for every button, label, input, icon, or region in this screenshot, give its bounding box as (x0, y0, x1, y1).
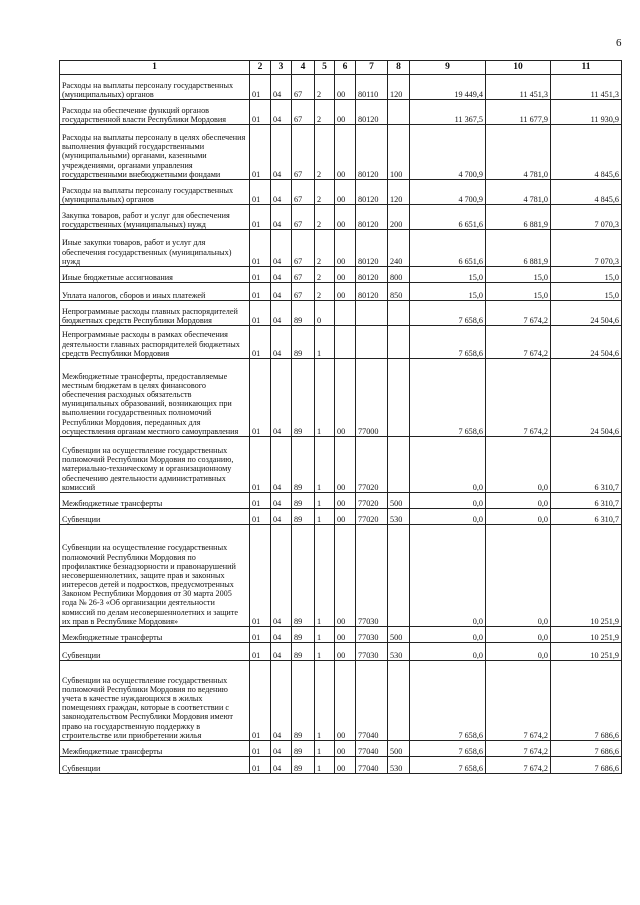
code-direction (335, 326, 356, 359)
code-target-article: 77040 (356, 661, 388, 741)
code-expense-type: 530 (388, 757, 410, 774)
value-col-10: 15,0 (486, 267, 551, 283)
row-name: Непрограммные расходы главных распорядителей бюджетных средств Республики Мордовия (60, 301, 250, 326)
code-direction: 00 (335, 100, 356, 125)
code-section: 01 (250, 205, 271, 230)
code-section: 01 (250, 741, 271, 757)
code-target-article: 80120 (356, 180, 388, 205)
code-target-article (356, 301, 388, 326)
code-subprogram: 1 (315, 643, 335, 661)
row-name: Субвенции на осуществление государственных полномочий Республики Мордовия по профилактике безнадзорности и правонарушений несовершеннолетних, защите прав и законных интересов детей и подростков, предусмотренных Законом Республики Мордовия от 30 марта 2005 года № 26-З «Об организации деятельности комиссий по делам несовершеннолетних и защите их прав в Республике Мордовия» (60, 525, 250, 627)
code-target-article: 80120 (356, 125, 388, 180)
table-row (60, 509, 622, 525)
code-expense-type: 800 (388, 267, 410, 283)
code-direction: 00 (335, 741, 356, 757)
budget-table (59, 60, 622, 774)
row-name: Межбюджетные трансферты (60, 741, 250, 757)
code-section: 01 (250, 493, 271, 509)
value-col-10: 7 674,2 (486, 326, 551, 359)
value-col-11: 15,0 (551, 283, 622, 301)
code-target-article: 77030 (356, 643, 388, 661)
value-col-10: 0,0 (486, 509, 551, 525)
code-expense-type (388, 301, 410, 326)
code-program: 89 (292, 525, 315, 627)
code-program: 67 (292, 75, 315, 100)
row-name: Расходы на выплаты персоналу государственных (муниципальных) органов (60, 180, 250, 205)
code-section: 01 (250, 525, 271, 627)
code-target-article: 80120 (356, 267, 388, 283)
column-header: 4 (292, 61, 315, 75)
value-col-11: 4 845,6 (551, 180, 622, 205)
code-section: 01 (250, 509, 271, 525)
code-target-article: 77000 (356, 359, 388, 437)
code-section: 01 (250, 437, 271, 493)
code-section: 01 (250, 301, 271, 326)
value-col-11: 6 310,7 (551, 509, 622, 525)
column-header: 1 (60, 61, 250, 75)
header-row (60, 61, 622, 75)
value-col-9: 7 658,6 (410, 741, 486, 757)
code-program: 67 (292, 100, 315, 125)
code-expense-type: 120 (388, 180, 410, 205)
code-section: 01 (250, 230, 271, 267)
row-name: Субвенции на осуществление государственных полномочий Республики Мордовия по созданию, материально-техническому и организационному обеспечению деятельности административных комиссий (60, 437, 250, 493)
code-expense-type (388, 326, 410, 359)
value-col-10: 7 674,2 (486, 301, 551, 326)
code-expense-type: 500 (388, 493, 410, 509)
code-expense-type: 500 (388, 627, 410, 643)
value-col-9: 0,0 (410, 643, 486, 661)
code-target-article: 80120 (356, 100, 388, 125)
code-direction: 00 (335, 627, 356, 643)
code-target-article: 80120 (356, 205, 388, 230)
code-subprogram: 1 (315, 359, 335, 437)
value-col-11: 7 686,6 (551, 661, 622, 741)
code-subprogram: 2 (315, 125, 335, 180)
value-col-11: 11 451,3 (551, 75, 622, 100)
table-row (60, 283, 622, 301)
row-name: Уплата налогов, сборов и иных платежей (60, 283, 250, 301)
table-row (60, 661, 622, 741)
row-name: Межбюджетные трансферты, предоставляемые местным бюджетам в целях финансового обеспечения расходных обязательств муниципальных образований, возникающих при выполнении государственных полномочий Республики Мордовия, переданных для осуществления органам местного самоуправления (60, 359, 250, 437)
code-subsection: 04 (271, 741, 292, 757)
value-col-10: 11 451,3 (486, 75, 551, 100)
value-col-9: 0,0 (410, 437, 486, 493)
code-expense-type: 100 (388, 125, 410, 180)
code-subprogram: 2 (315, 230, 335, 267)
code-direction: 00 (335, 180, 356, 205)
code-direction: 00 (335, 757, 356, 774)
code-target-article: 77020 (356, 437, 388, 493)
code-target-article: 80120 (356, 283, 388, 301)
value-col-10: 7 674,2 (486, 757, 551, 774)
code-expense-type: 500 (388, 741, 410, 757)
value-col-9: 7 658,6 (410, 359, 486, 437)
code-direction: 00 (335, 230, 356, 267)
code-target-article: 77040 (356, 741, 388, 757)
row-name: Субвенции (60, 643, 250, 661)
value-col-11: 10 251,9 (551, 643, 622, 661)
column-header: 6 (335, 61, 356, 75)
value-col-11: 6 310,7 (551, 437, 622, 493)
code-subprogram: 2 (315, 100, 335, 125)
value-col-11: 10 251,9 (551, 627, 622, 643)
code-program: 89 (292, 741, 315, 757)
code-expense-type (388, 100, 410, 125)
code-direction: 00 (335, 661, 356, 741)
value-col-9: 19 449,4 (410, 75, 486, 100)
code-subprogram: 1 (315, 627, 335, 643)
code-subprogram: 1 (315, 326, 335, 359)
code-direction: 00 (335, 525, 356, 627)
code-section: 01 (250, 180, 271, 205)
column-header: 7 (356, 61, 388, 75)
code-direction: 00 (335, 493, 356, 509)
code-subprogram: 2 (315, 75, 335, 100)
code-expense-type: 530 (388, 643, 410, 661)
value-col-10: 4 781,0 (486, 180, 551, 205)
code-program: 89 (292, 757, 315, 774)
value-col-9: 6 651,6 (410, 205, 486, 230)
code-direction: 00 (335, 205, 356, 230)
code-expense-type: 240 (388, 230, 410, 267)
value-col-10: 7 674,2 (486, 359, 551, 437)
code-subprogram: 2 (315, 180, 335, 205)
value-col-11: 4 845,6 (551, 125, 622, 180)
value-col-10: 6 881,9 (486, 230, 551, 267)
code-direction: 00 (335, 509, 356, 525)
value-col-9: 7 658,6 (410, 326, 486, 359)
code-expense-type (388, 437, 410, 493)
table-row (60, 301, 622, 326)
code-subsection: 04 (271, 205, 292, 230)
code-section: 01 (250, 75, 271, 100)
row-name: Субвенции на осуществление государственных полномочий Республики Мордовия по ведению учета в качестве нуждающихся в жилых помещениях граждан, которые в соответствии с законодательством Республики Мордовия имеют право на государственную поддержку в строительстве или приобретении жилья (60, 661, 250, 741)
table-row (60, 627, 622, 643)
value-col-10: 0,0 (486, 525, 551, 627)
code-subprogram: 2 (315, 267, 335, 283)
value-col-11: 7 070,3 (551, 230, 622, 267)
code-subsection: 04 (271, 493, 292, 509)
value-col-10: 0,0 (486, 643, 551, 661)
code-subprogram: 0 (315, 301, 335, 326)
code-target-article: 77030 (356, 525, 388, 627)
value-col-10: 4 781,0 (486, 125, 551, 180)
row-name: Расходы на выплаты персоналу в целях обеспечения выполнения функций государственными (муниципальными) органами, казенными учреждениями, органами управления государственными внебюджетными фондами (60, 125, 250, 180)
value-col-9: 7 658,6 (410, 301, 486, 326)
code-program: 89 (292, 437, 315, 493)
code-direction: 00 (335, 359, 356, 437)
row-name: Межбюджетные трансферты (60, 493, 250, 509)
code-subprogram: 1 (315, 509, 335, 525)
value-col-9: 4 700,9 (410, 125, 486, 180)
code-section: 01 (250, 100, 271, 125)
code-subsection: 04 (271, 230, 292, 267)
value-col-9: 0,0 (410, 493, 486, 509)
value-col-11: 7 070,3 (551, 205, 622, 230)
code-subsection: 04 (271, 643, 292, 661)
code-direction: 00 (335, 75, 356, 100)
column-header: 11 (551, 61, 622, 75)
code-program: 89 (292, 301, 315, 326)
row-name: Межбюджетные трансферты (60, 627, 250, 643)
column-header: 3 (271, 61, 292, 75)
code-expense-type (388, 661, 410, 741)
value-col-9: 15,0 (410, 283, 486, 301)
column-header: 9 (410, 61, 486, 75)
code-expense-type: 200 (388, 205, 410, 230)
code-target-article: 80110 (356, 75, 388, 100)
code-subsection: 04 (271, 359, 292, 437)
value-col-9: 4 700,9 (410, 180, 486, 205)
value-col-10: 7 674,2 (486, 741, 551, 757)
table-row (60, 437, 622, 493)
table-body (60, 75, 622, 774)
value-col-10: 0,0 (486, 493, 551, 509)
table-row (60, 205, 622, 230)
code-program: 89 (292, 493, 315, 509)
row-name: Субвенции (60, 757, 250, 774)
row-name: Непрограммные расходы в рамках обеспечения деятельности главных распорядителей бюджетных средств Республики Мордовия (60, 326, 250, 359)
code-subsection: 04 (271, 437, 292, 493)
code-program: 67 (292, 180, 315, 205)
value-col-11: 11 930,9 (551, 100, 622, 125)
table-row (60, 525, 622, 627)
value-col-10: 11 677,9 (486, 100, 551, 125)
code-subsection: 04 (271, 125, 292, 180)
row-name: Закупка товаров, работ и услуг для обеспечения государственных (муниципальных) нужд (60, 205, 250, 230)
table-row (60, 267, 622, 283)
code-subprogram: 1 (315, 493, 335, 509)
code-subsection: 04 (271, 627, 292, 643)
code-section: 01 (250, 627, 271, 643)
column-header: 8 (388, 61, 410, 75)
code-direction: 00 (335, 267, 356, 283)
table-row (60, 230, 622, 267)
value-col-9: 7 658,6 (410, 661, 486, 741)
code-subsection: 04 (271, 100, 292, 125)
code-section: 01 (250, 283, 271, 301)
code-subsection: 04 (271, 757, 292, 774)
code-program: 67 (292, 205, 315, 230)
code-expense-type (388, 525, 410, 627)
code-subsection: 04 (271, 326, 292, 359)
code-subsection: 04 (271, 525, 292, 627)
code-program: 67 (292, 230, 315, 267)
table-row (60, 757, 622, 774)
value-col-11: 24 504,6 (551, 359, 622, 437)
table-row (60, 180, 622, 205)
value-col-9: 0,0 (410, 525, 486, 627)
code-expense-type (388, 359, 410, 437)
code-direction: 00 (335, 437, 356, 493)
code-program: 89 (292, 326, 315, 359)
code-expense-type: 530 (388, 509, 410, 525)
row-name: Иные закупки товаров, работ и услуг для обеспечения государственных (муниципальных) нужд (60, 230, 250, 267)
value-col-9: 7 658,6 (410, 757, 486, 774)
code-program: 89 (292, 359, 315, 437)
value-col-9: 15,0 (410, 267, 486, 283)
code-program: 89 (292, 643, 315, 661)
column-header: 5 (315, 61, 335, 75)
value-col-10: 6 881,9 (486, 205, 551, 230)
value-col-11: 7 686,6 (551, 757, 622, 774)
code-subsection: 04 (271, 267, 292, 283)
value-col-10: 0,0 (486, 627, 551, 643)
column-header: 2 (250, 61, 271, 75)
code-subprogram: 1 (315, 437, 335, 493)
table-row (60, 359, 622, 437)
code-target-article: 80120 (356, 230, 388, 267)
code-subsection: 04 (271, 661, 292, 741)
value-col-11: 24 504,6 (551, 326, 622, 359)
code-target-article: 77020 (356, 493, 388, 509)
row-name: Расходы на выплаты персоналу государственных (муниципальных) органов (60, 75, 250, 100)
code-subprogram: 1 (315, 525, 335, 627)
code-section: 01 (250, 661, 271, 741)
code-subprogram: 1 (315, 661, 335, 741)
table-row (60, 741, 622, 757)
code-subprogram: 1 (315, 757, 335, 774)
code-program: 89 (292, 627, 315, 643)
code-direction: 00 (335, 283, 356, 301)
value-col-11: 6 310,7 (551, 493, 622, 509)
code-section: 01 (250, 267, 271, 283)
code-subprogram: 1 (315, 741, 335, 757)
table-row (60, 75, 622, 100)
value-col-9: 11 367,5 (410, 100, 486, 125)
code-subsection: 04 (271, 509, 292, 525)
code-program: 89 (292, 509, 315, 525)
table-row (60, 100, 622, 125)
value-col-9: 0,0 (410, 627, 486, 643)
row-name: Субвенции (60, 509, 250, 525)
value-col-10: 15,0 (486, 283, 551, 301)
column-header: 10 (486, 61, 551, 75)
code-section: 01 (250, 359, 271, 437)
code-direction: 00 (335, 643, 356, 661)
table-row (60, 125, 622, 180)
value-col-11: 24 504,6 (551, 301, 622, 326)
table-row (60, 493, 622, 509)
code-target-article (356, 326, 388, 359)
code-expense-type: 120 (388, 75, 410, 100)
code-target-article: 77020 (356, 509, 388, 525)
table-row (60, 326, 622, 359)
code-subsection: 04 (271, 75, 292, 100)
code-subsection: 04 (271, 180, 292, 205)
code-program: 89 (292, 661, 315, 741)
row-name: Иные бюджетные ассигнования (60, 267, 250, 283)
value-col-11: 15,0 (551, 267, 622, 283)
code-target-article: 77040 (356, 757, 388, 774)
value-col-10: 7 674,2 (486, 661, 551, 741)
value-col-10: 0,0 (486, 437, 551, 493)
code-subprogram: 2 (315, 283, 335, 301)
value-col-11: 10 251,9 (551, 525, 622, 627)
code-target-article: 77030 (356, 627, 388, 643)
code-subsection: 04 (271, 301, 292, 326)
row-name: Расходы на обеспечение функций органов государственной власти Республики Мордовия (60, 100, 250, 125)
value-col-11: 7 686,6 (551, 741, 622, 757)
code-program: 67 (292, 283, 315, 301)
code-section: 01 (250, 326, 271, 359)
code-expense-type: 850 (388, 283, 410, 301)
value-col-9: 6 651,6 (410, 230, 486, 267)
code-subsection: 04 (271, 283, 292, 301)
code-subprogram: 2 (315, 205, 335, 230)
value-col-9: 0,0 (410, 509, 486, 525)
table-row (60, 643, 622, 661)
code-program: 67 (292, 125, 315, 180)
code-section: 01 (250, 757, 271, 774)
code-section: 01 (250, 643, 271, 661)
code-section: 01 (250, 125, 271, 180)
code-direction: 00 (335, 125, 356, 180)
page-number: 6 (616, 37, 622, 49)
code-program: 67 (292, 267, 315, 283)
code-direction (335, 301, 356, 326)
